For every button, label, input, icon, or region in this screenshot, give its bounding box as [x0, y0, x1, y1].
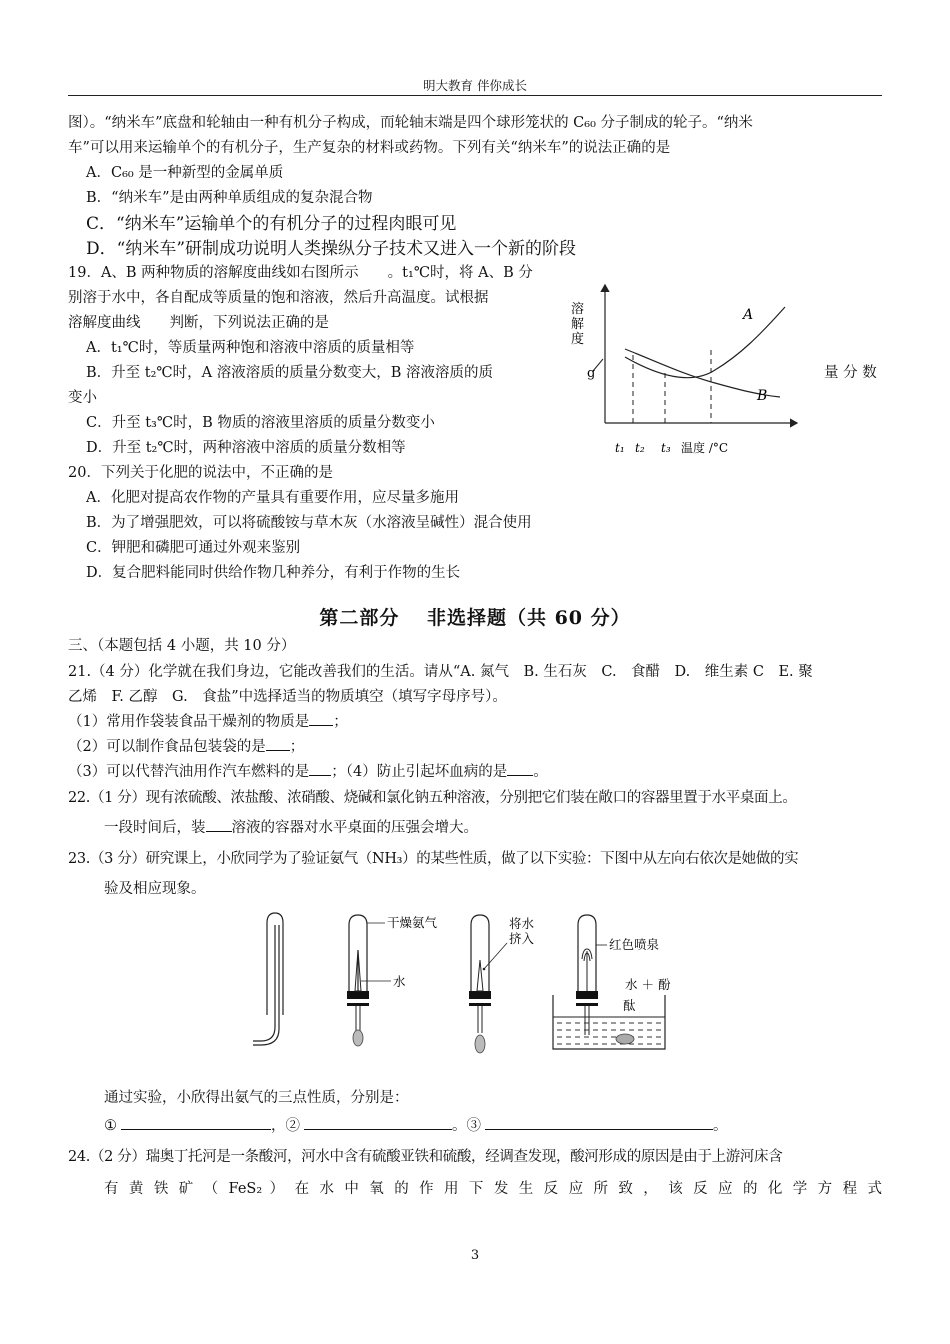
- q22-line2-a: 一段时间后，装: [104, 820, 206, 836]
- label-squeeze-2: 挤入: [509, 931, 535, 946]
- curve-a-label: A: [743, 307, 754, 323]
- q23-end: 。: [713, 1118, 728, 1134]
- t2-label: t₂: [635, 441, 645, 455]
- q18-option-c: C．“纳米车”运输单个的有机分子的过程肉眼可见: [86, 214, 457, 234]
- header-divider: [68, 95, 882, 96]
- q20-option-b: B．为了增强肥效，可以将硫酸铵与草木灰（水溶液呈碱性）混合使用: [86, 515, 532, 531]
- q23-line1: 23.（3 分）研究课上，小欣同学为了验证氨气（NH₃）的某些性质，做了以下实验：下图中从左向右依次是她做的实: [68, 851, 799, 867]
- tube-2: [347, 915, 391, 1046]
- q21-sub2-semi: ；: [289, 739, 305, 755]
- curve-b-label: B: [757, 388, 768, 404]
- q21-sub2-text: （2）可以制作食品包装袋的是: [68, 739, 266, 755]
- q21-sub4-text: ；（4）防止引起坏血病的是: [331, 764, 508, 780]
- label-squeeze-1: 将水: [509, 916, 535, 931]
- section-three-heading: 三、（本题包括 4 小题，共 10 分）: [68, 638, 296, 654]
- y-label-3: 度: [571, 332, 585, 347]
- q21-sub1-text: （1）常用作袋装食品干燥剂的物质是: [68, 714, 310, 730]
- y-unit: g: [587, 366, 596, 381]
- q24-line1: 24.（2 分）瑞奥丁托河是一条酸河，河水中含有硫酸亚铁和硫酸，经调查发现，酸河形成的原因是由于上游河床含: [68, 1149, 783, 1165]
- q19-line3: 溶解度曲线 判断，下列说法正确的是: [68, 315, 329, 331]
- q22-line2-b: 溶液的容器对水平桌面的压强会增大。: [231, 820, 478, 836]
- q19-option-a: A．t₁℃时，等质量两种饱和溶液中溶质的质量相等: [86, 340, 415, 356]
- q21-sub4-end: 。: [533, 764, 548, 780]
- q23-blank-3[interactable]: [485, 1115, 713, 1130]
- q19-option-b: B．升至 t₂℃时，A 溶液溶质的质量分数变大，B 溶液溶质的质: [86, 365, 493, 381]
- q21-sub1: [68, 710, 348, 731]
- q21-sub1-semi: ；: [333, 714, 348, 730]
- page-number: 3: [470, 1248, 480, 1263]
- label-dry-ammonia: 干燥氨气: [387, 915, 438, 930]
- ammonia-experiment-figure: [245, 905, 695, 1065]
- q19-option-b-cont: 变小: [68, 390, 97, 406]
- label-water-phenol-2: 酞: [623, 998, 636, 1013]
- q18-option-d: D．“纳米车”研制成功说明人类操纵分子技术又进入一个新的阶段: [86, 239, 577, 259]
- q18-option-b: B．“纳米车”是由两种单质组成的复杂混合物: [86, 190, 373, 206]
- label-red-fountain: 红色喷泉: [609, 937, 660, 952]
- t1-label: t₁: [615, 441, 625, 455]
- q19-line1: 19．A、B 两种物质的溶解度曲线如右图所示 。t₁℃时，将 A、B 分: [68, 265, 533, 281]
- q23-n1: ①: [104, 1118, 117, 1134]
- q23-blank-2[interactable]: [304, 1115, 452, 1130]
- q19-line2: 别溶于水中，各自配成等质量的饱和溶液，然后升高温度。试根据: [68, 290, 489, 306]
- q22-blank[interactable]: [206, 817, 232, 832]
- q20-option-a: A．化肥对提高农作物的产量具有重要作用，应尽量多施用: [86, 490, 459, 506]
- part-two-title: 第二部分 非选择题（共 60 分）: [319, 607, 631, 629]
- y-label-2: 解: [571, 317, 585, 332]
- label-water-phenol-1: 水 ＋ 酚: [625, 977, 671, 992]
- q21-line1: 21.（4 分）化学就在我们身边，它能改善我们的生活。请从“A. 氮气 B. 生石灰 C. 食醋 D. 维生素 C E. 聚: [68, 664, 813, 680]
- q21-blank-4[interactable]: [507, 761, 533, 776]
- curve-a: [625, 307, 785, 378]
- q21-sub3: [68, 760, 548, 781]
- q19-option-c: C．升至 t₃℃时，B 物质的溶液里溶质的质量分数变小: [86, 415, 435, 431]
- q21-blank-1[interactable]: [309, 711, 333, 726]
- label-water: 水: [393, 974, 406, 989]
- q23-n2: ，②: [271, 1118, 300, 1134]
- q23-answers: [104, 1114, 728, 1135]
- tube-3: [469, 915, 507, 1053]
- q21-sub3-text: （3）可以代替汽油用作汽车燃料的是: [68, 764, 310, 780]
- solubility-graph: [565, 275, 815, 460]
- t3-label: t₃: [661, 441, 671, 455]
- q21-sub2: [68, 735, 304, 756]
- q21-line2: 乙烯 F. 乙醇 G. 食盐”中选择适当的物质填空（填写字母序号）。: [68, 689, 507, 705]
- q18-line2: 车”可以用来运输单个的有机分子，生产复杂的材料或药物。下列有关“纳米车”的说法正确的是: [68, 140, 671, 156]
- q23-n3: 。③: [452, 1118, 481, 1134]
- q24-line2: 有 黄 铁 矿 （ FeS₂ ） 在 水 中 氧 的 作 用 下 发 生 反 应 所 致 ， 该 反 应 的 化 学 方 程 式: [104, 1181, 882, 1197]
- q23-conclusion: 通过实验，小欣得出氨气的三点性质，分别是：: [104, 1090, 409, 1106]
- tube-1: [253, 913, 283, 1045]
- x-label: 温度 /°C: [681, 441, 729, 455]
- q20-option-c: C．钾肥和磷肥可通过外观来鉴别: [86, 540, 301, 556]
- q23-line2: 验及相应现象。: [104, 881, 206, 897]
- q22-line2: [104, 816, 478, 837]
- q19-option-b-tail: 量 分 数: [824, 365, 877, 381]
- q21-blank-3[interactable]: [309, 761, 331, 776]
- q20-option-d: D．复合肥料能同时供给作物几种养分，有利于作物的生长: [86, 565, 461, 581]
- q20-stem: 20．下列关于化肥的说法中，不正确的是: [68, 465, 333, 481]
- q23-blank-1[interactable]: [121, 1115, 271, 1130]
- q22-line1: 22.（1 分）现有浓硫酸、浓盐酸、浓硝酸、烧碱和氯化钠五种溶液，分别把它们装在敞口的容器里置于水平桌面上。: [68, 790, 797, 806]
- page-header: 明大教育 伴你成长: [423, 78, 527, 93]
- q18-option-a: A．C₆₀ 是一种新型的金属单质: [86, 165, 284, 181]
- q19-option-d: D．升至 t₂℃时，两种溶液中溶质的质量分数相等: [86, 440, 406, 456]
- y-label-1: 溶: [571, 302, 585, 317]
- q18-line1: 图）。“纳米车”底盘和轮轴由一种有机分子构成，而轮轴末端是四个球形笼状的 C₆₀ 分子制成的轮子。“纳米: [68, 115, 753, 131]
- q21-blank-2[interactable]: [266, 736, 290, 751]
